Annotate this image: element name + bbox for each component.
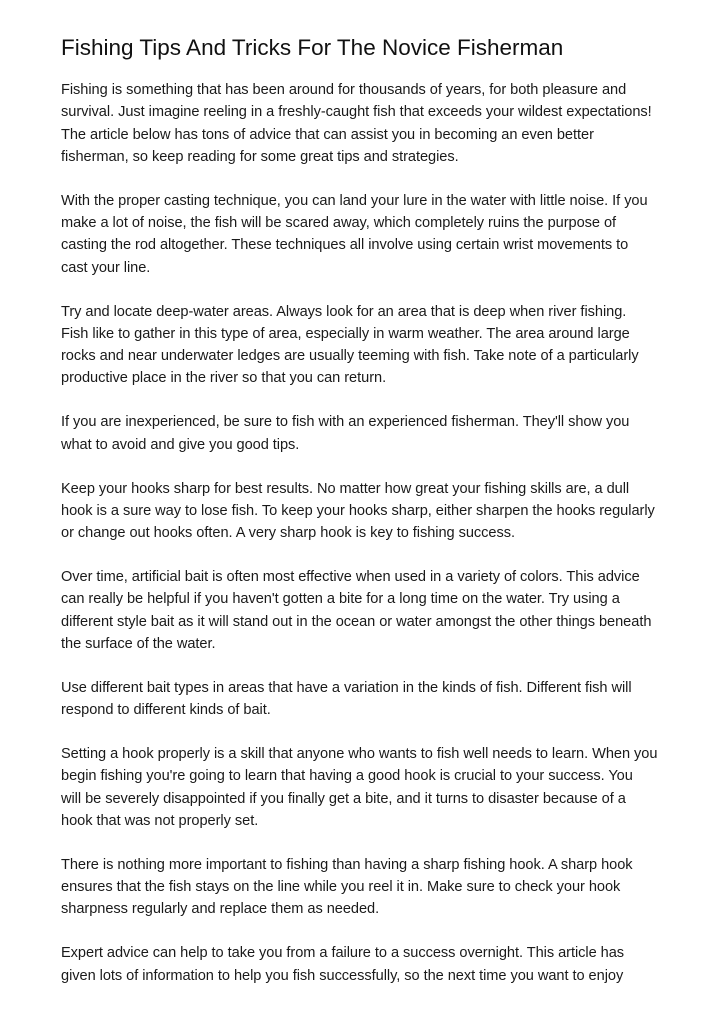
text-line: can really be helpful if you haven't gotten a bite for a long time on the water. Try using a <box>61 591 620 608</box>
text-line: rocks and near underwater ledges are usually teeming with fish. Take note of a particularly <box>61 348 639 365</box>
text-line: There is nothing more important to fishing than having a sharp fishing hook. A sharp hook <box>61 856 633 873</box>
text-line: survival. Just imagine reeling in a freshly-caught fish that exceeds your wildest expectations! <box>61 104 652 121</box>
document-title: Fishing Tips And Tricks For The Novice Fisherman <box>61 35 564 60</box>
text-line: sharpness regularly and replace them as needed. <box>61 901 380 918</box>
paragraph-setting-hook <box>61 743 671 832</box>
paragraph-artificial-bait <box>61 566 671 655</box>
text-line: Try and locate deep-water areas. Always look for an area that is deep when river fishing. <box>61 303 627 320</box>
text-line: The article below has tons of advice that can assist you in becoming an even better <box>61 126 594 143</box>
paragraph-intro <box>61 79 671 168</box>
text-line: or change out hooks often. A very sharp hook is key to fishing success. <box>61 525 515 542</box>
text-line: Fish like to gather in this type of area, especially in warm weather. The area around large <box>61 325 630 342</box>
text-line: casting the rod altogether. These techniques all involve using certain wrist movements to <box>61 237 629 254</box>
text-line: Fishing is something that has been around for thousands of years, for both pleasure and <box>61 82 627 98</box>
paragraph-experienced-fisherman <box>61 411 671 456</box>
text-line: begin fishing you're going to learn that having a good hook is crucial to your success. You <box>61 768 633 785</box>
paragraph-deep-water <box>61 301 671 390</box>
text-line: Expert advice can help to take you from a failure to a success overnight. This article has <box>61 945 625 962</box>
text-line: different style bait as it will stand out in the ocean or water amongst the other things beneath <box>61 613 652 630</box>
text-line: With the proper casting technique, you can land your lure in the water with little noise. If you <box>61 192 648 209</box>
document-page <box>61 34 671 1008</box>
text-line: fisherman, so keep reading for some great tips and strategies. <box>61 148 459 165</box>
text-line: If you are inexperienced, be sure to fish with an experienced fisherman. They'll show you <box>61 414 630 431</box>
text-line: what to avoid and give you good tips. <box>61 436 300 453</box>
paragraph-hook-importance <box>61 854 671 921</box>
paragraph-sharp-hooks <box>61 478 671 545</box>
text-line: Setting a hook properly is a skill that anyone who wants to fish well needs to learn. When you <box>61 745 658 762</box>
paragraph-bait-types <box>61 677 671 722</box>
text-line: cast your line. <box>61 259 151 276</box>
text-line: Over time, artificial bait is often most effective when used in a variety of colors. This advice <box>61 569 640 586</box>
text-line: Use different bait types in areas that have a variation in the kinds of fish. Different fish will <box>61 679 632 696</box>
text-line: make a lot of noise, the fish will be scared away, which completely ruins the purpose of <box>61 215 617 232</box>
text-line: hook is a sure way to lose fish. To keep your hooks sharp, either sharpen the hooks regularly <box>61 502 655 519</box>
text-line: given lots of information to help you fish successfully, so the next time you want to enjoy <box>61 967 624 984</box>
text-line: ensures that the fish stays on the line while you reel it in. Make sure to check your hook <box>61 879 621 896</box>
text-line: will be severely disappointed if you finally get a bite, and it turns to disaster because of a <box>61 790 626 807</box>
paragraph-casting <box>61 190 671 279</box>
paragraph-expert-advice <box>61 942 671 987</box>
text-line: respond to different kinds of bait. <box>61 702 271 719</box>
text-line: productive place in the river so that you can return. <box>61 370 387 387</box>
text-line: Keep your hooks sharp for best results. No matter how great your fishing skills are, a dull <box>61 480 630 497</box>
text-line: hook that was not properly set. <box>61 812 259 829</box>
text-line: the surface of the water. <box>61 635 216 652</box>
